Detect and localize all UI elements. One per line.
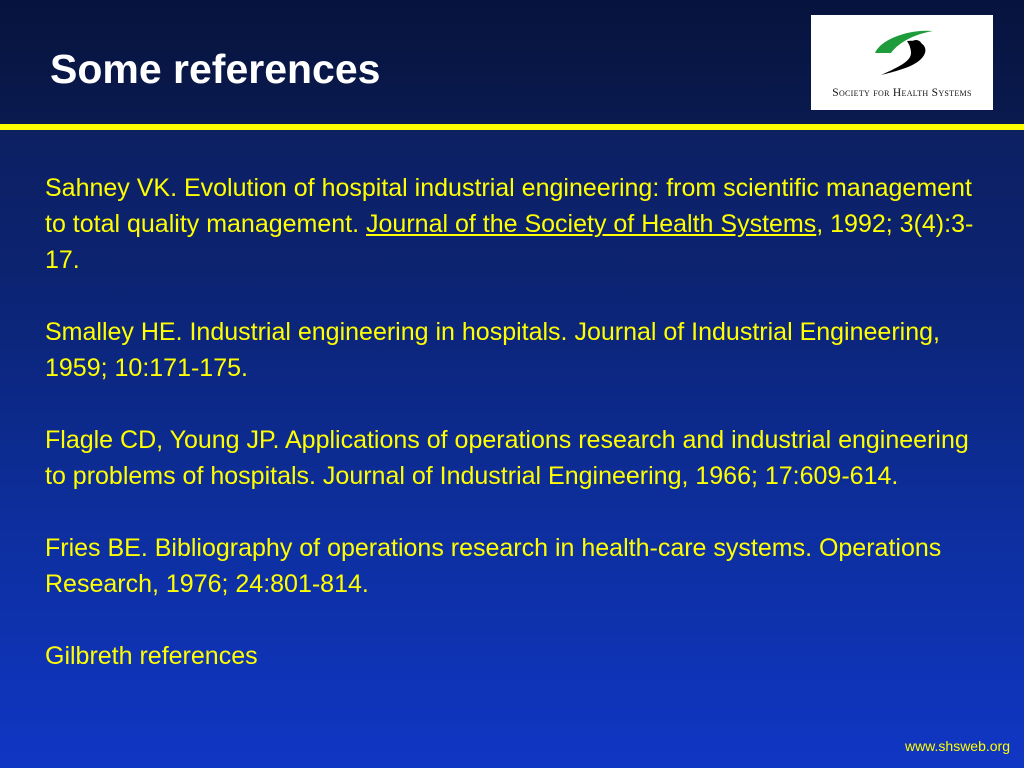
- logo-text: Society for Health Systems: [832, 87, 972, 99]
- journal-link[interactable]: Journal of the Society of Health Systems: [366, 210, 817, 238]
- slide-header: [0, 0, 1024, 124]
- header-divider: [0, 124, 1024, 130]
- reference-list: [45, 170, 995, 674]
- reference-text: Sahney VK. Evolution of hospital industrial engineering: from scientific management to total quality management.: [45, 174, 972, 238]
- reference-item: [45, 170, 995, 278]
- reference-item: Smalley HE. Industrial engineering in hospitals. Journal of Industrial Engineering, 1959; 10:171-175.: [45, 318, 940, 382]
- footer-url[interactable]: www.shsweb.org: [904, 738, 1010, 754]
- reference-item: Fries BE. Bibliography of operations research in health-care systems. Operations Research, 1976; 24:801-814.: [45, 534, 942, 598]
- society-logo[interactable]: [811, 15, 993, 110]
- reference-item: Flagle CD, Young JP. Applications of operations research and industrial engineering to problems of hospitals. Journal of Industrial Engineering, 1966; 17:609-614.: [45, 426, 969, 490]
- reference-item: Gilbreth references: [45, 642, 258, 670]
- reference-text: , 1992; 3(4):3-17.: [45, 210, 974, 274]
- slide-title: Some references: [50, 46, 381, 92]
